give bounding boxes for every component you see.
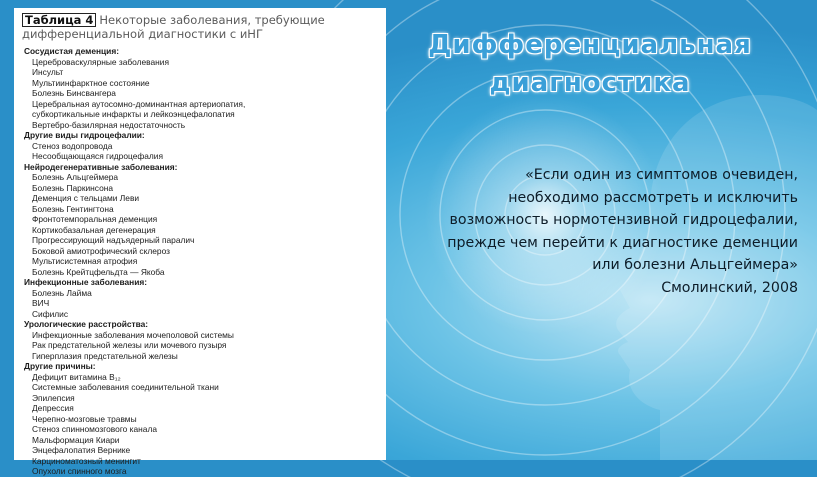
table-row: Болезнь Крейтцфельдта — Якоба bbox=[32, 266, 165, 277]
table-row: Опухоли спинного мозга bbox=[32, 466, 127, 476]
table-row: Депрессия bbox=[32, 403, 74, 413]
table-row: Дефицит витамина B₁₂ bbox=[32, 371, 121, 382]
table-row: ВИЧ bbox=[32, 298, 50, 308]
table-row: Несообщающаяся гидроцефалия bbox=[32, 151, 164, 161]
quote-block bbox=[386, 164, 798, 299]
table-row: Болезнь Бинсвангера bbox=[32, 88, 116, 98]
table-row: Болезнь Гентингтона bbox=[32, 203, 114, 214]
diseases-list bbox=[24, 46, 382, 477]
quote-line-3: возможность нормотензивной гидроцефалии, bbox=[449, 212, 798, 228]
table-row: Стеноз спинномозгового канала bbox=[32, 424, 158, 434]
table-row: Сифилис bbox=[32, 308, 69, 319]
table-row: Фронтотемпоральная деменция bbox=[32, 214, 158, 224]
table-section-heading: Другие виды гидроцефалии: bbox=[24, 130, 145, 140]
table-caption-line1: Некоторые заболевания, требующие bbox=[99, 13, 325, 27]
table-section-heading: Инфекционные заболевания: bbox=[24, 277, 148, 287]
table-row: Рак предстательной железы или мочевого пузыря bbox=[32, 340, 227, 350]
quote-line-5: или болезни Альцгеймера» bbox=[592, 257, 798, 273]
table-row: Мультисистемная атрофия bbox=[32, 256, 138, 266]
quote-line-1: «Если один из симптомов очевиден, bbox=[525, 167, 798, 183]
table-row: Цереброваскулярные заболевания bbox=[32, 56, 170, 67]
table-row: Энцефалопатия Вернике bbox=[32, 445, 131, 455]
table-row: Стеноз водопровода bbox=[32, 140, 113, 151]
quote-line-4: прежде чем перейти к диагностике деменции bbox=[447, 234, 798, 251]
table-section-heading: Другие причины: bbox=[24, 361, 96, 371]
table-section-heading: Нейродегенеративные заболевания: bbox=[24, 161, 178, 172]
table-row: Церебральная аутосомно-доминантная артериопатия, bbox=[32, 98, 246, 109]
table-row: Деменция с тельцами Леви bbox=[32, 193, 140, 203]
table-row: Системные заболевания соединительной ткани bbox=[32, 382, 219, 392]
quote-author: Смолинский, 2008 bbox=[661, 279, 798, 296]
diseases-table-image bbox=[14, 8, 386, 476]
table-caption-line2: дифференциальной диагностики с иНГ bbox=[22, 27, 263, 41]
table-number: Таблица 4 bbox=[22, 13, 96, 27]
table-row: субкортикальные инфаркты и лейкоэнцефалопатия bbox=[32, 109, 235, 119]
table-row: Болезнь Лайма bbox=[32, 287, 92, 298]
table-row: Эпилепсия bbox=[32, 392, 75, 403]
table-row: Черепно-мозговые травмы bbox=[32, 413, 137, 424]
table-row: Кортикобазальная дегенерация bbox=[32, 224, 156, 235]
table-row: Боковой амиотрофический склероз bbox=[32, 245, 170, 256]
title-line-1: Дифференциальная bbox=[428, 30, 752, 60]
slide-title bbox=[390, 26, 790, 102]
table-row: Инсульт bbox=[32, 67, 64, 77]
table-row: Карциноматозный менингит bbox=[32, 455, 141, 466]
table-row: Мальформация Киари bbox=[32, 434, 120, 445]
table-row: Болезнь Альцгеймера bbox=[32, 172, 119, 182]
title-line-2: диагностика bbox=[489, 68, 691, 98]
table-row: Прогрессирующий надъядерный паралич bbox=[32, 235, 195, 245]
table-caption bbox=[22, 13, 382, 41]
table-row: Гиперплазия предстательной железы bbox=[32, 350, 178, 361]
table-row: Болезнь Паркинсона bbox=[32, 182, 114, 193]
table-section-heading: Урологические расстройства: bbox=[24, 319, 149, 329]
table-row: Инфекционные заболевания мочеполовой системы bbox=[32, 329, 234, 340]
table-row: Вертебро-базилярная недостаточность bbox=[32, 119, 186, 130]
quote-line-2: необходимо рассмотреть и исключить bbox=[508, 189, 798, 206]
table-row: Мультиинфарктное состояние bbox=[32, 77, 150, 88]
table-section-heading: Сосудистая деменция: bbox=[24, 46, 120, 56]
